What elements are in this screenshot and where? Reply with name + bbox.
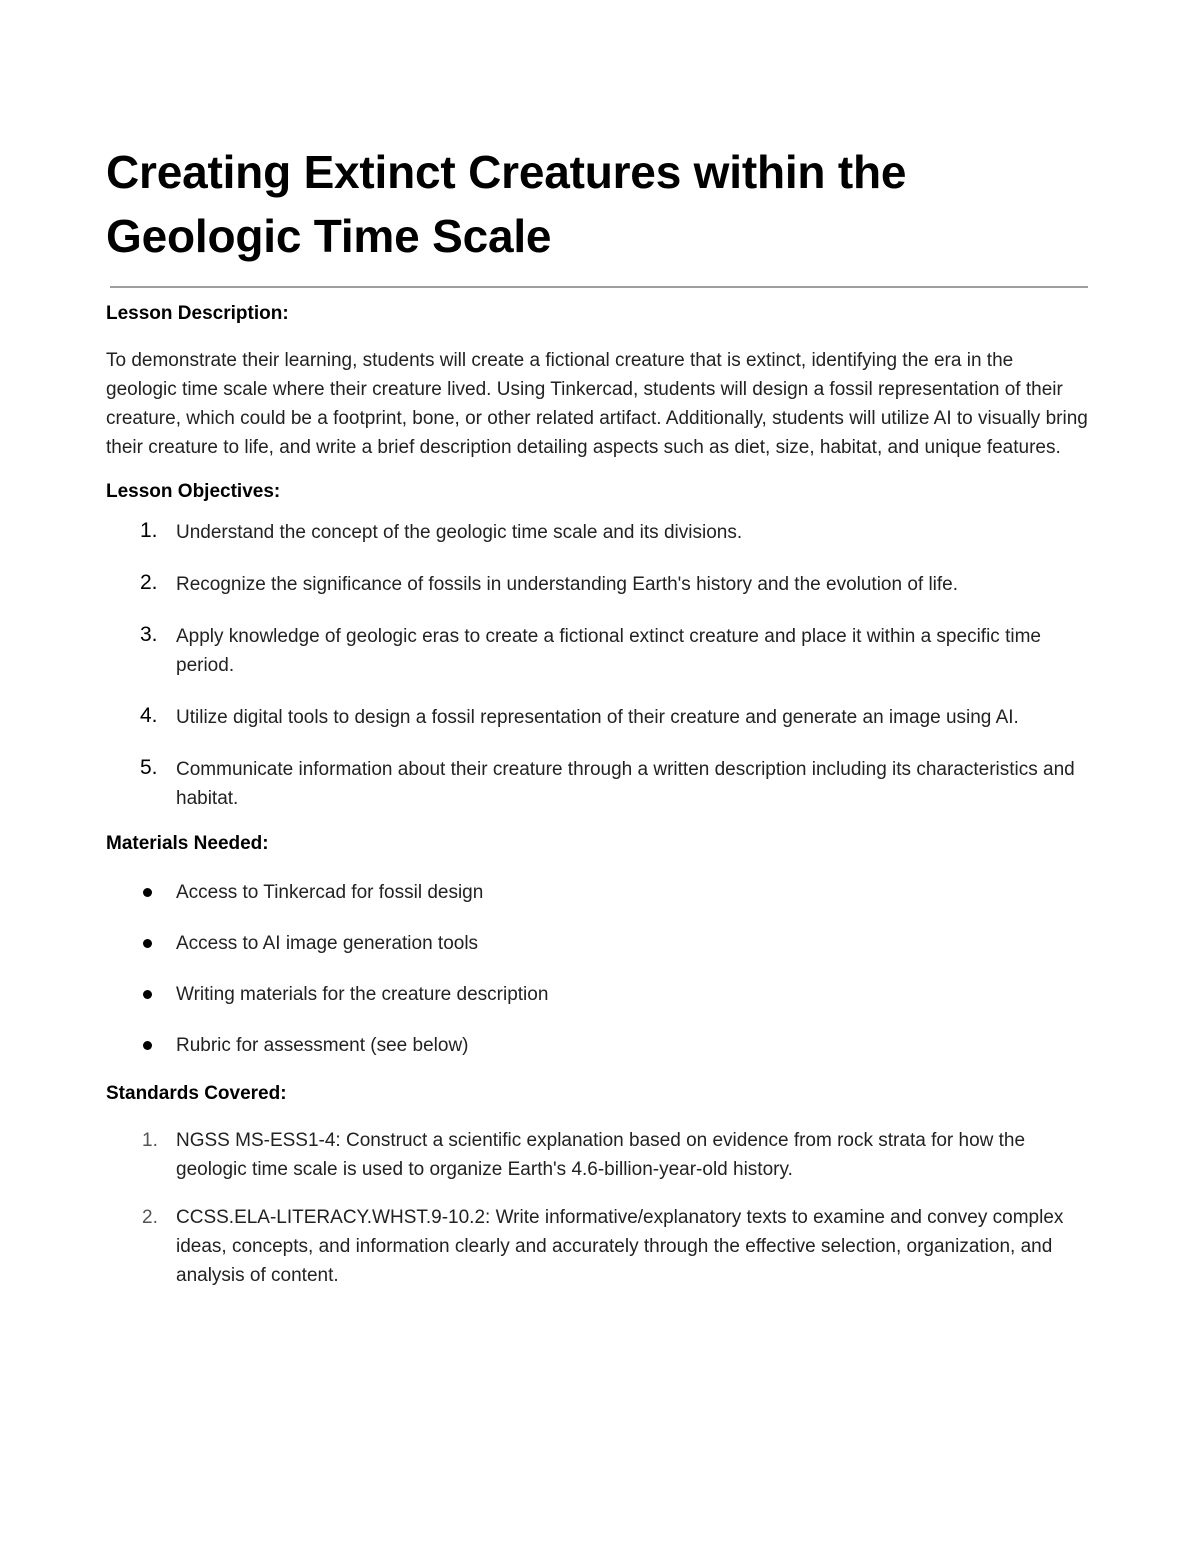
list-item bbox=[106, 570, 1088, 599]
standards-covered-list bbox=[106, 1126, 1088, 1290]
list-item-text: Access to Tinkercad for fossil design bbox=[176, 882, 484, 903]
bullet-icon bbox=[143, 939, 152, 948]
list-item bbox=[106, 622, 1088, 680]
lesson-description-heading: Lesson Description: bbox=[106, 303, 289, 324]
list-number: 1. bbox=[140, 519, 158, 542]
materials-needed-list bbox=[106, 878, 1088, 1060]
materials-needed-heading: Materials Needed: bbox=[106, 833, 269, 854]
lesson-objectives-list bbox=[106, 518, 1088, 813]
lesson-objectives-heading: Lesson Objectives: bbox=[106, 481, 281, 502]
list-item bbox=[106, 980, 1088, 1009]
standards-covered-heading: Standards Covered: bbox=[106, 1083, 287, 1104]
lesson-description-text: To demonstrate their learning, students will create a fictional creature that is extinct, identifying the era in the geologic time scale where their creature lived. Using Tinkercad, students will design a fossil representation of their creature, which could be a footprint, bone, or other related artifact. Additionally, students will utilize AI to visually bring their creature to life, and write a brief description detailing aspects such as diet, size, habitat, and unique features. bbox=[106, 350, 1088, 458]
list-item-text: Apply knowledge of geologic eras to create a fictional extinct creature and place it within a specific time period. bbox=[176, 626, 1041, 676]
list-item-text: Writing materials for the creature description bbox=[176, 984, 549, 1005]
list-number: 4. bbox=[140, 704, 158, 727]
document-title: Creating Extinct Creatures within the Geologic Time Scale bbox=[106, 146, 907, 262]
list-item bbox=[106, 1126, 1088, 1184]
list-item-text: NGSS MS-ESS1-4: Construct a scientific explanation based on evidence from rock strata for how the geologic time scale is used to organize Earth's 4.6-billion-year-old history. bbox=[176, 1130, 1026, 1180]
list-item bbox=[106, 878, 1088, 907]
list-item-text: Communicate information about their creature through a written description including its characteristics and habitat. bbox=[176, 759, 1075, 809]
list-number: 5. bbox=[140, 756, 158, 779]
list-number: 2. bbox=[142, 1207, 158, 1228]
bullet-icon bbox=[143, 888, 152, 897]
list-item-text: CCSS.ELA-LITERACY.WHST.9-10.2: Write informative/explanatory texts to examine and convey complex ideas, concepts, and information clearly and accurately through the effective selection, organization, and analysis of content. bbox=[176, 1207, 1064, 1286]
list-item bbox=[106, 1031, 1088, 1060]
bullet-icon bbox=[143, 990, 152, 999]
title-divider bbox=[110, 286, 1088, 288]
list-item-text: Understand the concept of the geologic time scale and its divisions. bbox=[176, 522, 743, 543]
list-item bbox=[106, 755, 1088, 813]
list-item-text: Access to AI image generation tools bbox=[176, 933, 479, 954]
document-page bbox=[106, 140, 1088, 1309]
list-item bbox=[106, 929, 1088, 958]
list-number: 3. bbox=[140, 623, 158, 646]
list-number: 1. bbox=[142, 1130, 158, 1151]
list-number: 2. bbox=[140, 571, 158, 594]
bullet-icon bbox=[143, 1041, 152, 1050]
list-item-text: Rubric for assessment (see below) bbox=[176, 1035, 469, 1056]
list-item bbox=[106, 1203, 1088, 1290]
list-item-text: Recognize the significance of fossils in understanding Earth's history and the evolution of life. bbox=[176, 574, 959, 595]
list-item bbox=[106, 518, 1088, 547]
list-item bbox=[106, 703, 1088, 732]
list-item-text: Utilize digital tools to design a fossil representation of their creature and generate an image using AI. bbox=[176, 707, 1019, 728]
